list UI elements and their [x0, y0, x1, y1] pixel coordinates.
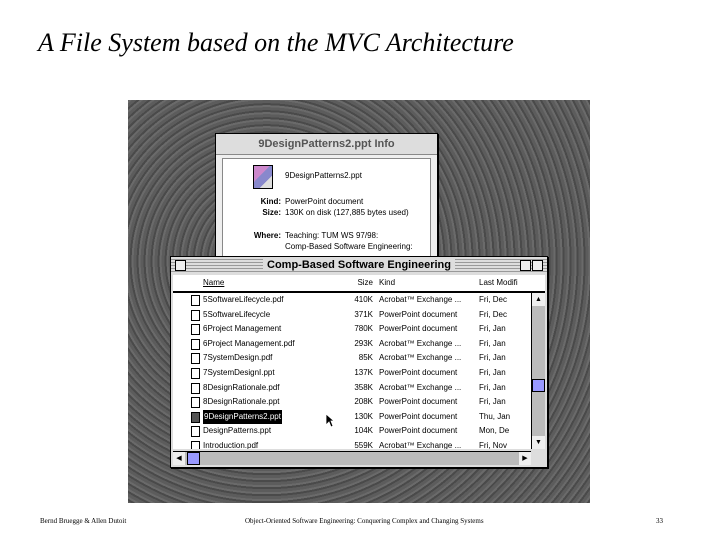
- horizontal-scrollbar[interactable]: [173, 451, 531, 465]
- vertical-scrollbar[interactable]: [531, 293, 545, 449]
- file-row[interactable]: [173, 366, 531, 380]
- info-window: [215, 133, 438, 265]
- close-box[interactable]: [175, 260, 186, 271]
- kind-value: PowerPoint document: [285, 197, 364, 206]
- file-size: 371K: [354, 309, 373, 319]
- file-size: 293K: [354, 338, 373, 348]
- size-label: Size:: [262, 208, 281, 217]
- file-size: 780K: [354, 324, 373, 334]
- scroll-left-arrow[interactable]: ◀: [173, 452, 185, 465]
- file-row[interactable]: [173, 351, 531, 365]
- file-mod: Mon, De: [479, 426, 510, 436]
- document-icon: [253, 165, 273, 189]
- file-icon: [191, 397, 200, 408]
- slide-title: A File System based on the MVC Architecture: [38, 28, 514, 57]
- file-size: 85K: [358, 353, 373, 363]
- file-name: 6Project Management: [203, 324, 282, 334]
- file-mod: Fri, Jan: [479, 368, 506, 377]
- file-mod: Fri, Jan: [479, 382, 506, 392]
- file-mod: Fri, Jan: [479, 353, 506, 363]
- zoom-box[interactable]: [520, 260, 531, 271]
- horizontal-scroll-thumb[interactable]: [187, 452, 200, 465]
- file-kind: PowerPoint document: [379, 411, 458, 421]
- file-name: 5SoftwareLifecycle.pdf: [203, 295, 284, 304]
- where-value-1: Teaching: TUM WS 97/98:: [285, 231, 379, 240]
- file-row[interactable]: [173, 308, 531, 322]
- file-row[interactable]: [173, 381, 531, 395]
- file-mod: Fri, Jan: [479, 397, 506, 407]
- file-mod: Thu, Jan: [479, 411, 511, 421]
- file-kind: Acrobat™ Exchange ...: [379, 353, 462, 363]
- file-row[interactable]: [173, 424, 531, 438]
- info-filename: 9DesignPatterns2.ppt: [285, 171, 362, 180]
- file-size: 208K: [354, 397, 373, 407]
- file-row[interactable]: [173, 439, 531, 449]
- file-mod: Fri, Dec: [479, 295, 507, 304]
- file-icon: [191, 324, 200, 335]
- page-number: 33: [656, 517, 663, 525]
- file-kind: PowerPoint document: [379, 426, 458, 436]
- file-kind: PowerPoint document: [379, 324, 458, 334]
- file-kind: Acrobat™ Exchange ...: [379, 295, 462, 304]
- file-mod: Fri, Jan: [479, 338, 506, 348]
- file-row[interactable]: [173, 410, 531, 424]
- file-icon: [191, 353, 200, 364]
- scroll-right-arrow[interactable]: ▶: [519, 452, 531, 465]
- scroll-down-arrow[interactable]: ▼: [532, 436, 545, 449]
- file-name: 7SystemDesignI.ppt: [203, 368, 275, 377]
- file-mod: Fri, Dec: [479, 309, 507, 319]
- file-icon: [191, 441, 200, 449]
- file-icon: [191, 368, 200, 379]
- footer-authors: Bernd Bruegge & Allen Dutoit: [40, 517, 127, 525]
- file-icon: [191, 310, 200, 321]
- file-row[interactable]: [173, 395, 531, 409]
- file-size: 130K: [354, 411, 373, 421]
- file-row[interactable]: [173, 337, 531, 351]
- file-name: DesignPatterns.ppt: [203, 426, 272, 436]
- file-icon: [191, 412, 200, 423]
- file-name: 6Project Management.pdf: [203, 338, 295, 348]
- file-name: 9DesignPatterns2.ppt: [203, 410, 282, 424]
- file-mod: Fri, Nov: [479, 441, 507, 449]
- file-name: 8DesignRationale.pdf: [203, 382, 280, 392]
- file-row[interactable]: [173, 293, 531, 307]
- file-icon: [191, 295, 200, 306]
- file-row[interactable]: [173, 322, 531, 336]
- folder-window: [170, 256, 548, 468]
- footer-course: Object-Oriented Software Engineering: Conquering Complex and Changing Systems: [245, 517, 484, 525]
- file-size: 104K: [354, 426, 373, 436]
- file-kind: Acrobat™ Exchange ...: [379, 382, 462, 392]
- file-size: 358K: [354, 382, 373, 392]
- file-size: 410K: [354, 295, 373, 304]
- file-kind: Acrobat™ Exchange ...: [379, 441, 462, 449]
- file-name: 7SystemDesign.pdf: [203, 353, 273, 363]
- mouse-cursor-icon: [325, 413, 335, 428]
- col-size[interactable]: Size: [357, 278, 373, 287]
- col-kind[interactable]: Kind: [379, 278, 396, 287]
- file-name: 8DesignRationale.ppt: [203, 397, 280, 407]
- where-value-2: Comp-Based Software Engineering:: [285, 242, 413, 251]
- file-size: 559K: [354, 441, 373, 449]
- size-value: 130K on disk (127,885 bytes used): [285, 208, 409, 217]
- col-modified[interactable]: Last Modifi: [479, 278, 518, 287]
- file-kind: PowerPoint document: [379, 368, 458, 377]
- vertical-scroll-thumb[interactable]: [532, 379, 545, 392]
- file-icon: [191, 426, 200, 437]
- kind-label: Kind:: [260, 197, 281, 206]
- screenshot: [128, 100, 590, 503]
- file-icon: [191, 339, 200, 350]
- info-title-bar[interactable]: 9DesignPatterns2.ppt Info: [216, 134, 437, 155]
- file-list: [173, 293, 531, 449]
- column-header: [173, 275, 545, 293]
- folder-title-bar[interactable]: [171, 257, 547, 273]
- folder-title: Comp-Based Software Engineering: [263, 259, 455, 271]
- file-icon: [191, 383, 200, 394]
- file-kind: Acrobat™ Exchange ...: [379, 338, 462, 348]
- file-kind: PowerPoint document: [379, 309, 458, 319]
- col-name[interactable]: Name: [203, 278, 225, 287]
- resize-grip[interactable]: [532, 452, 545, 465]
- collapse-box[interactable]: [532, 260, 543, 271]
- file-kind: PowerPoint document: [379, 397, 458, 407]
- scroll-up-arrow[interactable]: ▲: [532, 293, 545, 306]
- file-size: 137K: [354, 368, 373, 377]
- file-mod: Fri, Jan: [479, 324, 506, 334]
- file-name: 5SoftwareLifecycle: [203, 309, 271, 319]
- where-label: Where:: [253, 231, 281, 240]
- file-name: Introduction.pdf: [203, 441, 259, 449]
